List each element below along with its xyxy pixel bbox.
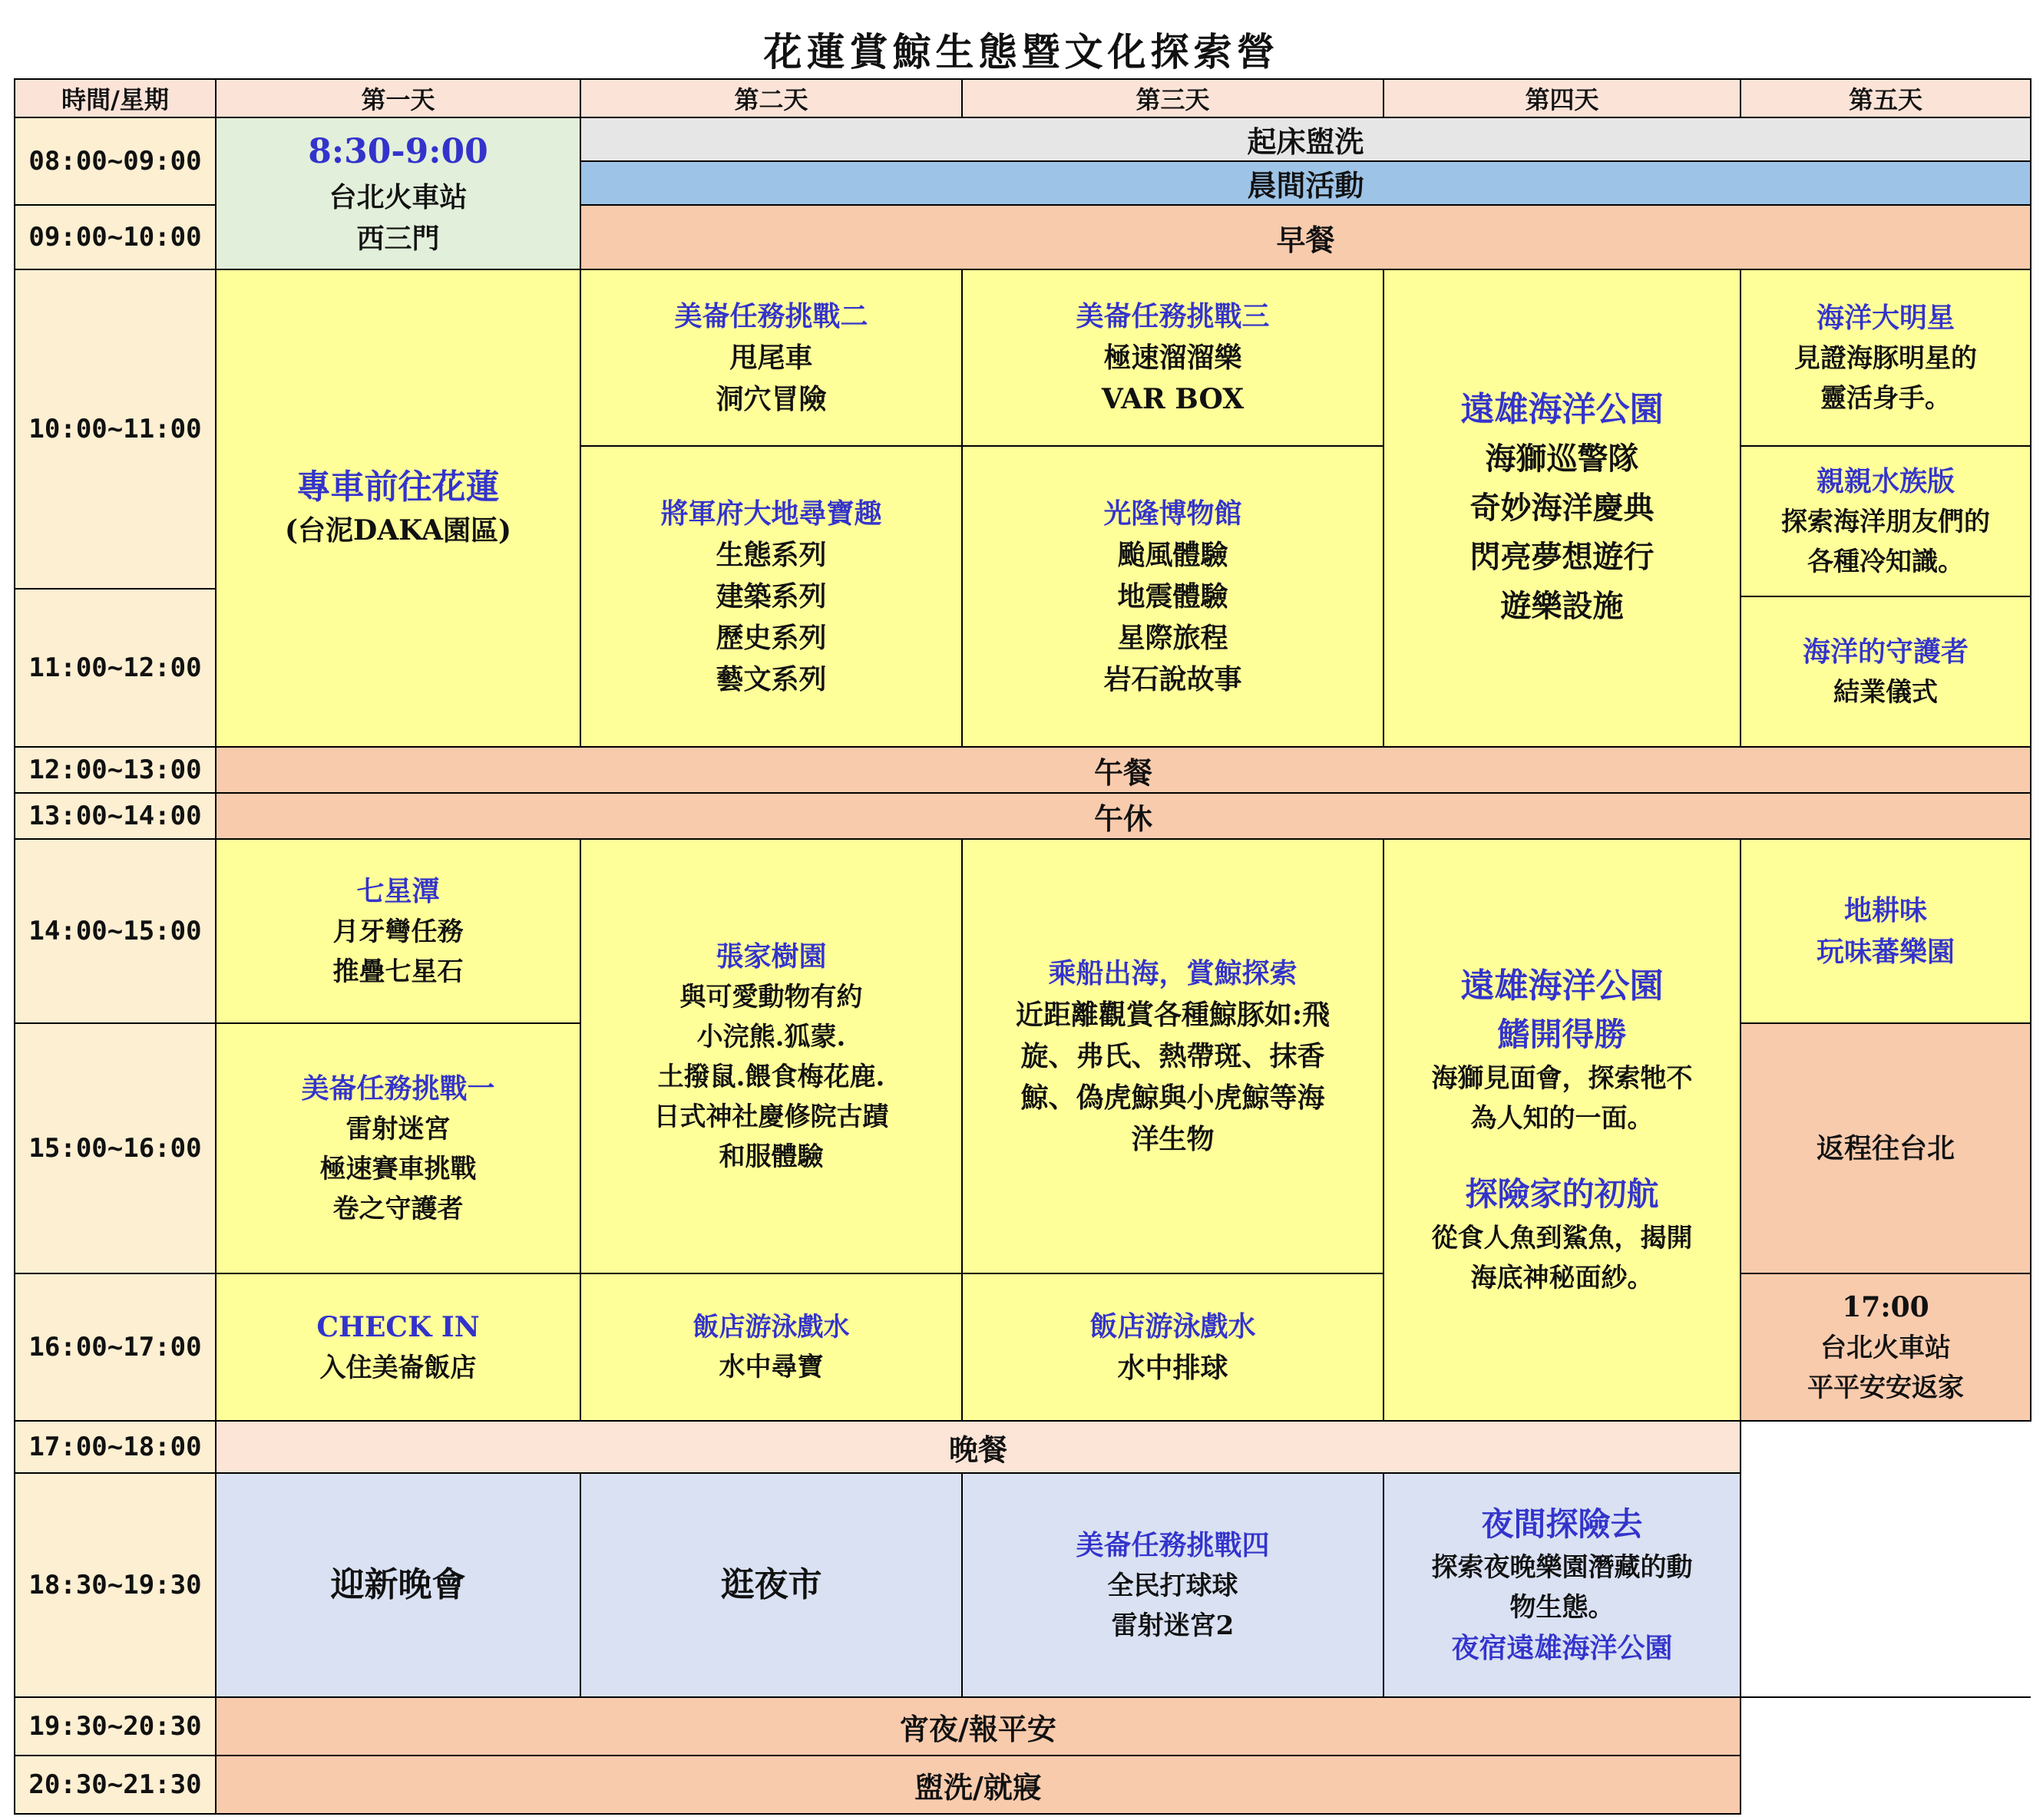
time-slot: 08:00~09:00 xyxy=(15,117,216,205)
cell-text: 西三門 xyxy=(356,223,440,255)
cell-text: 海獅見面會，探索牠不 xyxy=(1431,1063,1693,1094)
time-slot: 19:30~20:30 xyxy=(15,1697,216,1756)
cell-text: 迎新晚會 xyxy=(330,1565,466,1604)
cell-text: (台泥DAKA園區) xyxy=(285,514,511,547)
blank-cell xyxy=(1741,1421,2031,1697)
breakfast-span: 早餐 xyxy=(580,205,2031,269)
cell-text: 為人知的一面。 xyxy=(1470,1103,1654,1134)
page-title: 花蓮賞鯨生態暨文化探索營 xyxy=(763,29,1280,74)
cell-text: 台北火車站 xyxy=(1820,1333,1951,1363)
blank-cell xyxy=(1741,1756,2031,1814)
d2-am1-cell xyxy=(580,269,962,446)
cell-heading: 探險家的初航 xyxy=(1465,1175,1659,1213)
d5-pm2-cell xyxy=(1741,1023,2031,1273)
cell-text: 星際旅程 xyxy=(1117,622,1228,654)
time-slot: 18:30~19:30 xyxy=(15,1473,216,1697)
cell-text: 和服體驗 xyxy=(719,1141,824,1172)
cell-text: 極速溜溜樂 xyxy=(1103,342,1242,374)
cell-heading: 夜間探險去 xyxy=(1481,1505,1643,1543)
cell-text: 返程往台北 xyxy=(1816,1132,1955,1164)
d1-pm1-cell xyxy=(216,839,580,1023)
cell-heading: 地耕味 xyxy=(1843,894,1927,927)
cell-heading: 美崙任務挑戰四 xyxy=(1076,1529,1270,1561)
sleep-span: 盥洗/就寢 xyxy=(216,1756,1741,1814)
cell-heading: 海洋的守護者 xyxy=(1802,636,1969,668)
cell-heading: 8:30-9:00 xyxy=(308,132,488,171)
cell-heading: 美崙任務挑戰三 xyxy=(1076,300,1270,332)
d3-night-cell xyxy=(962,1473,1383,1697)
time-slot: 17:00~18:00 xyxy=(15,1421,216,1473)
cell-text: 洞穴冒險 xyxy=(716,383,827,415)
cell-text: 鯨、偽虎鯨與小虎鯨等海 xyxy=(1020,1082,1325,1114)
cell-heading: 飯店游泳戲水 xyxy=(1089,1310,1256,1343)
cell-heading: 專車前往花蓮 xyxy=(296,467,500,507)
d5-pm1-cell xyxy=(1741,839,2031,1023)
time-slot: 13:00~14:00 xyxy=(15,793,216,839)
cell-text: 月牙彎任務 xyxy=(332,917,464,947)
cell-text: 雷射迷宮 xyxy=(345,1114,451,1145)
cell-text: 歷史系列 xyxy=(716,622,827,654)
time-slot: 12:00~13:00 xyxy=(15,747,216,793)
wake-span: 起床盥洗 xyxy=(580,117,2031,161)
cell-text: 結業儀式 xyxy=(1833,677,1938,708)
cell-text: 遊樂設施 xyxy=(1500,588,1624,624)
cell-text: 見證海豚明星的 xyxy=(1794,343,1977,374)
d3-pm3-cell xyxy=(962,1273,1383,1421)
cell-text: 甩尾車 xyxy=(729,342,813,374)
cell-text: 逛夜市 xyxy=(720,1565,822,1604)
cell-text: 探索夜晚樂園潛藏的動 xyxy=(1431,1552,1693,1583)
cell-text: 平平安安返家 xyxy=(1807,1372,1964,1403)
cell-text: 各種冷知識。 xyxy=(1807,547,1964,577)
cell-heading: 乘船出海，賞鯨探索 xyxy=(1048,957,1298,989)
cell-heading: 張家樹園 xyxy=(716,940,827,973)
header-row xyxy=(15,79,2031,117)
d2-pm3-cell xyxy=(580,1273,962,1421)
cell-heading: 夜宿遠雄海洋公園 xyxy=(1451,1632,1673,1664)
cell-heading: 遠雄海洋公園 xyxy=(1460,966,1664,1006)
day-header: 第三天 xyxy=(962,79,1383,117)
cell-heading: 親親水族版 xyxy=(1816,465,1955,497)
d1-night-cell xyxy=(216,1473,580,1697)
cell-text: 海底神秘面紗。 xyxy=(1470,1263,1654,1293)
cell-text: 探索海洋朋友們的 xyxy=(1781,507,1990,537)
cell-heading: 光隆博物館 xyxy=(1103,497,1242,530)
d5-am1-cell xyxy=(1741,269,2031,446)
corner-header: 時間/星期 xyxy=(15,79,216,117)
d1-bus-cell xyxy=(216,269,580,747)
cell-text: 從食人魚到鯊魚，揭開 xyxy=(1431,1223,1693,1254)
cell-text: 海獅巡警隊 xyxy=(1485,441,1639,477)
d2-pm-cell xyxy=(580,839,962,1273)
d5-am3-cell xyxy=(1741,596,2031,747)
d1-pm2-cell xyxy=(216,1023,580,1273)
cell-text: 入住美崙飯店 xyxy=(319,1353,477,1383)
time-slot: 10:00~11:00 xyxy=(15,269,216,589)
cell-text: VAR BOX xyxy=(1101,383,1245,415)
morning-activity-span: 晨間活動 xyxy=(580,161,2031,205)
day-header: 第二天 xyxy=(580,79,962,117)
d1-pm3-cell xyxy=(216,1273,580,1421)
cell-text: 17:00 xyxy=(1842,1291,1929,1323)
time-slot: 11:00~12:00 xyxy=(15,589,216,747)
time-slot: 16:00~17:00 xyxy=(15,1273,216,1421)
cell-text: 雷射迷宮2 xyxy=(1111,1610,1235,1641)
cell-text: 推疊七星石 xyxy=(332,956,464,987)
cell-text: 卷之守護者 xyxy=(332,1194,464,1224)
d3-pm-cell xyxy=(962,839,1383,1273)
cell-text: 極速賽車挑戰 xyxy=(319,1154,477,1184)
snack-span: 宵夜/報平安 xyxy=(216,1697,1741,1756)
cell-heading: 美崙任務挑戰一 xyxy=(301,1072,495,1105)
cell-text: 奇妙海洋慶典 xyxy=(1469,490,1655,526)
lunch-span: 午餐 xyxy=(216,747,2031,793)
cell-heading: CHECK IN xyxy=(316,1311,480,1343)
cell-text: 閃亮夢想遊行 xyxy=(1469,539,1655,575)
d4-night-cell xyxy=(1383,1473,1741,1697)
cell-text: 靈活身手。 xyxy=(1820,383,1951,414)
day-header: 第五天 xyxy=(1741,79,2031,117)
dinner-span: 晚餐 xyxy=(216,1421,1741,1473)
day-header: 第四天 xyxy=(1383,79,1741,117)
cell-text: 水中尋寶 xyxy=(719,1352,824,1382)
d2-night-cell xyxy=(580,1473,962,1697)
cell-text: 洋生物 xyxy=(1131,1123,1215,1155)
cell-text: 土撥鼠.餵食梅花鹿. xyxy=(657,1062,885,1092)
cell-text: 與可愛動物有約 xyxy=(679,982,863,1012)
cell-text: 近距離觀賞各種鯨豚如:飛 xyxy=(1015,999,1331,1031)
spacer xyxy=(1384,1138,1740,1171)
cell-text: 水中排球 xyxy=(1117,1352,1228,1384)
cell-heading: 海洋大明星 xyxy=(1816,302,1955,334)
cell-heading: 玩味蕃樂園 xyxy=(1816,936,1955,968)
cell-heading: 七星潭 xyxy=(356,875,440,907)
time-slot: 20:30~21:30 xyxy=(15,1756,216,1814)
cell-heading: 將軍府大地尋寶趣 xyxy=(660,497,882,530)
cell-text: 地震體驗 xyxy=(1117,580,1228,613)
time-slot: 09:00~10:00 xyxy=(15,205,216,269)
cell-text: 小浣熊.狐蒙. xyxy=(696,1022,846,1052)
d1-meeting-cell xyxy=(216,117,580,269)
time-slot: 14:00~15:00 xyxy=(15,839,216,1023)
cell-text: 生態系列 xyxy=(716,539,827,571)
cell-text: 岩石說故事 xyxy=(1103,663,1242,695)
schedule-table xyxy=(14,78,2031,1815)
day-header: 第一天 xyxy=(216,79,580,117)
cell-text: 旋、弗氏、熱帶斑、抹香 xyxy=(1020,1040,1325,1072)
d4-am-cell xyxy=(1383,269,1741,747)
d2-am2-cell xyxy=(580,446,962,747)
cell-text: 台北火車站 xyxy=(329,181,468,213)
d3-am1-cell xyxy=(962,269,1383,446)
cell-heading: 美崙任務挑戰二 xyxy=(674,300,868,332)
cell-text: 物生態。 xyxy=(1509,1592,1615,1623)
d4-pm-cell xyxy=(1383,839,1741,1421)
time-slot: 15:00~16:00 xyxy=(15,1023,216,1273)
cell-text: 建築系列 xyxy=(716,580,827,613)
cell-text: 藝文系列 xyxy=(716,663,827,695)
d5-am2-cell xyxy=(1741,446,2031,596)
cell-text: 日式神社慶修院古蹟 xyxy=(653,1102,889,1132)
cell-text: 颱風體驗 xyxy=(1117,539,1228,571)
nap-span: 午休 xyxy=(216,793,2031,839)
d3-am2-cell xyxy=(962,446,1383,747)
d5-pm3-cell xyxy=(1741,1273,2031,1421)
cell-text: 全民打球球 xyxy=(1107,1571,1238,1601)
blank-cell xyxy=(1741,1697,2031,1756)
cell-heading: 飯店游泳戲水 xyxy=(693,1312,850,1343)
cell-heading: 鰭開得勝 xyxy=(1497,1016,1627,1053)
cell-heading: 遠雄海洋公園 xyxy=(1460,390,1664,429)
